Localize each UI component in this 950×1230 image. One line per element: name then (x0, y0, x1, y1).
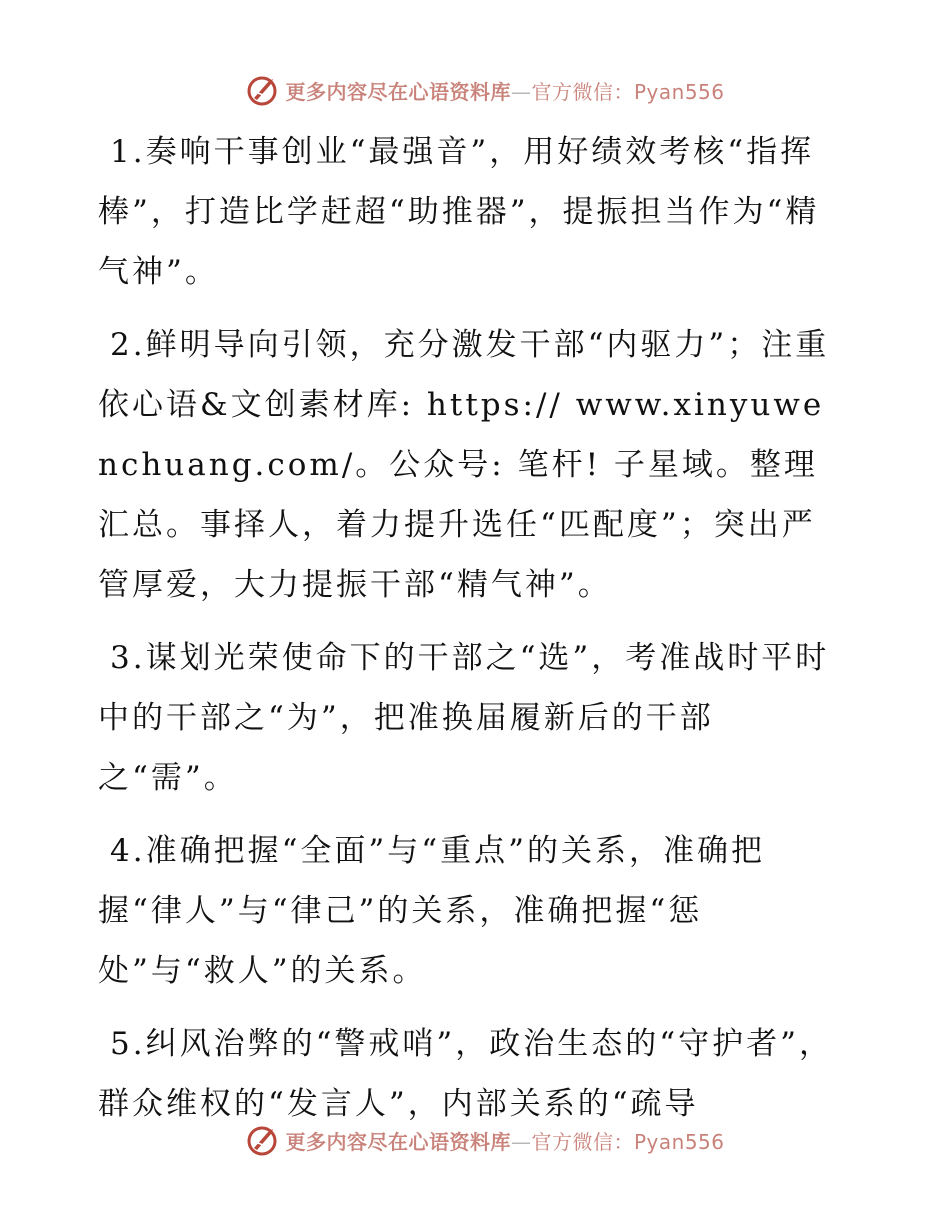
paragraph-4: 4.准确把握“全面”与“重点”的关系，准确把握“律人”与“律己”的关系，准确把握“惩处”与“救人”的关系。 (98, 833, 765, 989)
paragraph-3: 3.谋划光荣使命下的干部之“选”，考准战时平时中的干部之“为”，把准换届履新后的干部之“需”。 (98, 640, 830, 796)
footer-banner (0, 1120, 950, 1160)
header-banner (0, 70, 950, 110)
paragraph-1: 1.奏响干事创业“最强音”，用好绩效考核“指挥棒”，打造比学赶超“助推器”，提振担当作为“精气神”。 (98, 134, 820, 290)
feather-pen-logo-icon (245, 1123, 279, 1157)
paragraph-2: 2.鲜明导向引领，充分激发干部“内驱力”；注重依心语&文创素材库: https:// www.xinyuwenchuang.com/。公众号: 笔杆! 子星域。整理汇总。事择人，着力提升选任“匹配度”；突出严管厚爱，大力提振干部“精气神”。 (98, 327, 830, 603)
feather-pen-logo-icon (245, 73, 279, 107)
paragraph-5: 5.纠风治弊的“警戒哨”，政治生态的“守护者”，群众维权的“发言人”，内部关系的“疏导 (98, 1026, 833, 1122)
banner-text: 更多内容尽在心语资料库—官方微信：Pyan556 (285, 79, 725, 104)
document-body (98, 122, 838, 1147)
banner-text: 更多内容尽在心语资料库—官方微信：Pyan556 (285, 1129, 725, 1154)
